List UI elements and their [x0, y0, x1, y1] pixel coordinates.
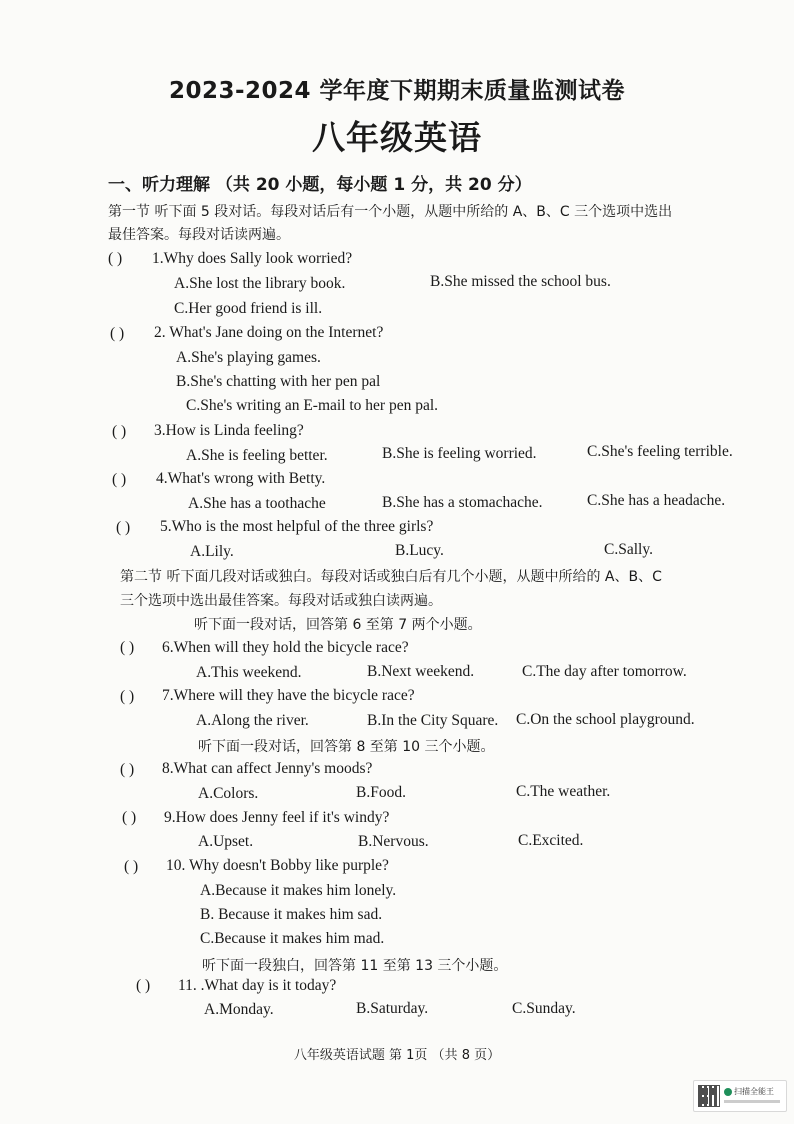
q2-option-c: C.She's writing an E-mail to her pen pal.: [186, 397, 439, 414]
q6-option-a: A.This weekend.: [196, 664, 302, 681]
q5-option-c: C.Sally.: [604, 541, 653, 558]
q3-option-b: B.She is feeling worried.: [382, 445, 537, 462]
q5-answer-blank[interactable]: ( ): [116, 519, 131, 536]
q11-answer-blank[interactable]: ( ): [136, 977, 151, 994]
q5-stem: 5.Who is the most helpful of the three girls?: [160, 518, 434, 535]
qr-code-icon: [698, 1085, 720, 1107]
q4-option-b: B.She has a stomachache.: [382, 494, 543, 511]
q1-answer-blank[interactable]: ( ): [108, 250, 123, 267]
scanner-watermark: [693, 1080, 787, 1112]
q9-option-b: B.Nervous.: [358, 833, 429, 850]
q5-option-b: B.Lucy.: [395, 542, 444, 559]
q10-option-a: A.Because it makes him lonely.: [200, 882, 397, 899]
q8-answer-blank[interactable]: ( ): [120, 761, 135, 778]
section-1-instruction-line-1: 第一节 听下面 5 段对话。每段对话后有一个小题，从题中所给的 A、B、C 三个选项中选出: [108, 204, 673, 220]
q4-answer-blank[interactable]: ( ): [112, 471, 127, 488]
q4-stem: 4.What's wrong with Betty.: [156, 470, 326, 487]
exam-subtitle: 八年级英语: [312, 118, 482, 157]
q4-option-a: A.She has a toothache: [188, 495, 326, 512]
instruction-q8-q10: 听下面一段对话，回答第 8 至第 10 三个小题。: [198, 739, 495, 755]
q5-option-a: A.Lily.: [190, 543, 234, 560]
q10-option-c: C.Because it makes him mad.: [200, 930, 385, 947]
section-1-instruction-line-2: 最佳答案。每段对话读两遍。: [108, 227, 290, 243]
instruction-q6-q7: 听下面一段对话，回答第 6 至第 7 两个小题。: [194, 617, 482, 633]
q7-option-c: C.On the school playground.: [516, 711, 695, 728]
q10-stem: 10. Why doesn't Bobby like purple?: [166, 857, 389, 874]
q1-option-b: B.She missed the school bus.: [430, 273, 611, 290]
q11-stem: 11. .What day is it today?: [178, 977, 337, 994]
q9-option-c: C.Excited.: [518, 832, 584, 849]
q11-option-a: A.Monday.: [204, 1001, 274, 1018]
q9-stem: 9.How does Jenny feel if it's windy?: [164, 809, 390, 826]
q9-option-a: A.Upset.: [198, 833, 254, 850]
q6-option-c: C.The day after tomorrow.: [522, 663, 687, 680]
q7-option-a: A.Along the river.: [196, 712, 309, 729]
q2-answer-blank[interactable]: ( ): [110, 325, 125, 342]
q6-answer-blank[interactable]: ( ): [120, 639, 135, 656]
q7-answer-blank[interactable]: ( ): [120, 688, 135, 705]
exam-title: 2023-2024 学年度下期期末质量监测试卷: [168, 78, 626, 104]
q1-stem: 1.Why does Sally look worried?: [152, 250, 353, 267]
q6-stem: 6.When will they hold the bicycle race?: [162, 639, 409, 656]
q1-option-a: A.She lost the library book.: [174, 275, 346, 292]
q2-option-b: B.She's chatting with her pen pal: [176, 373, 381, 390]
q11-option-b: B.Saturday.: [356, 1000, 429, 1017]
part-1-heading: 一、听力理解 （共 20 小题，每小题 1 分，共 20 分）: [108, 175, 532, 195]
q10-answer-blank[interactable]: ( ): [124, 858, 139, 875]
q11-option-c: C.Sunday.: [512, 1000, 576, 1017]
section-2-instruction-line-1: 第二节 听下面几段对话或独白。每段对话或独白后有几个小题，从题中所给的 A、B、C: [120, 569, 662, 585]
q3-answer-blank[interactable]: ( ): [112, 423, 127, 440]
scanner-logo-icon: [724, 1088, 732, 1096]
q4-option-c: C.She has a headache.: [587, 492, 726, 509]
q3-stem: 3.How is Linda feeling?: [154, 422, 304, 439]
q3-option-a: A.She is feeling better.: [186, 447, 328, 464]
q6-option-b: B.Next weekend.: [367, 663, 475, 680]
section-2-instruction-line-2: 三个选项中选出最佳答案。每段对话或独白读两遍。: [120, 593, 442, 609]
q2-stem: 2. What's Jane doing on the Internet?: [154, 324, 384, 341]
q8-option-a: A.Colors.: [198, 785, 259, 802]
q8-option-b: B.Food.: [356, 784, 406, 801]
q8-stem: 8.What can affect Jenny's moods?: [162, 760, 373, 777]
scanner-tagline-bar: [724, 1100, 780, 1103]
q9-answer-blank[interactable]: ( ): [122, 809, 137, 826]
instruction-q11-q13: 听下面一段独白，回答第 11 至第 13 三个小题。: [202, 958, 508, 974]
q7-stem: 7.Where will they have the bicycle race?: [162, 687, 415, 704]
page-footer: 八年级英语试题 第 1页 （共 8 页）: [293, 1048, 501, 1063]
scanner-brand: 扫描全能王: [734, 1087, 774, 1096]
q7-option-b: B.In the City Square.: [367, 712, 499, 729]
q2-option-a: A.She's playing games.: [176, 349, 321, 366]
q1-option-c: C.Her good friend is ill.: [174, 300, 323, 317]
q3-option-c: C.She's feeling terrible.: [587, 443, 733, 460]
q8-option-c: C.The weather.: [516, 783, 611, 800]
q10-option-b: B. Because it makes him sad.: [200, 906, 383, 923]
